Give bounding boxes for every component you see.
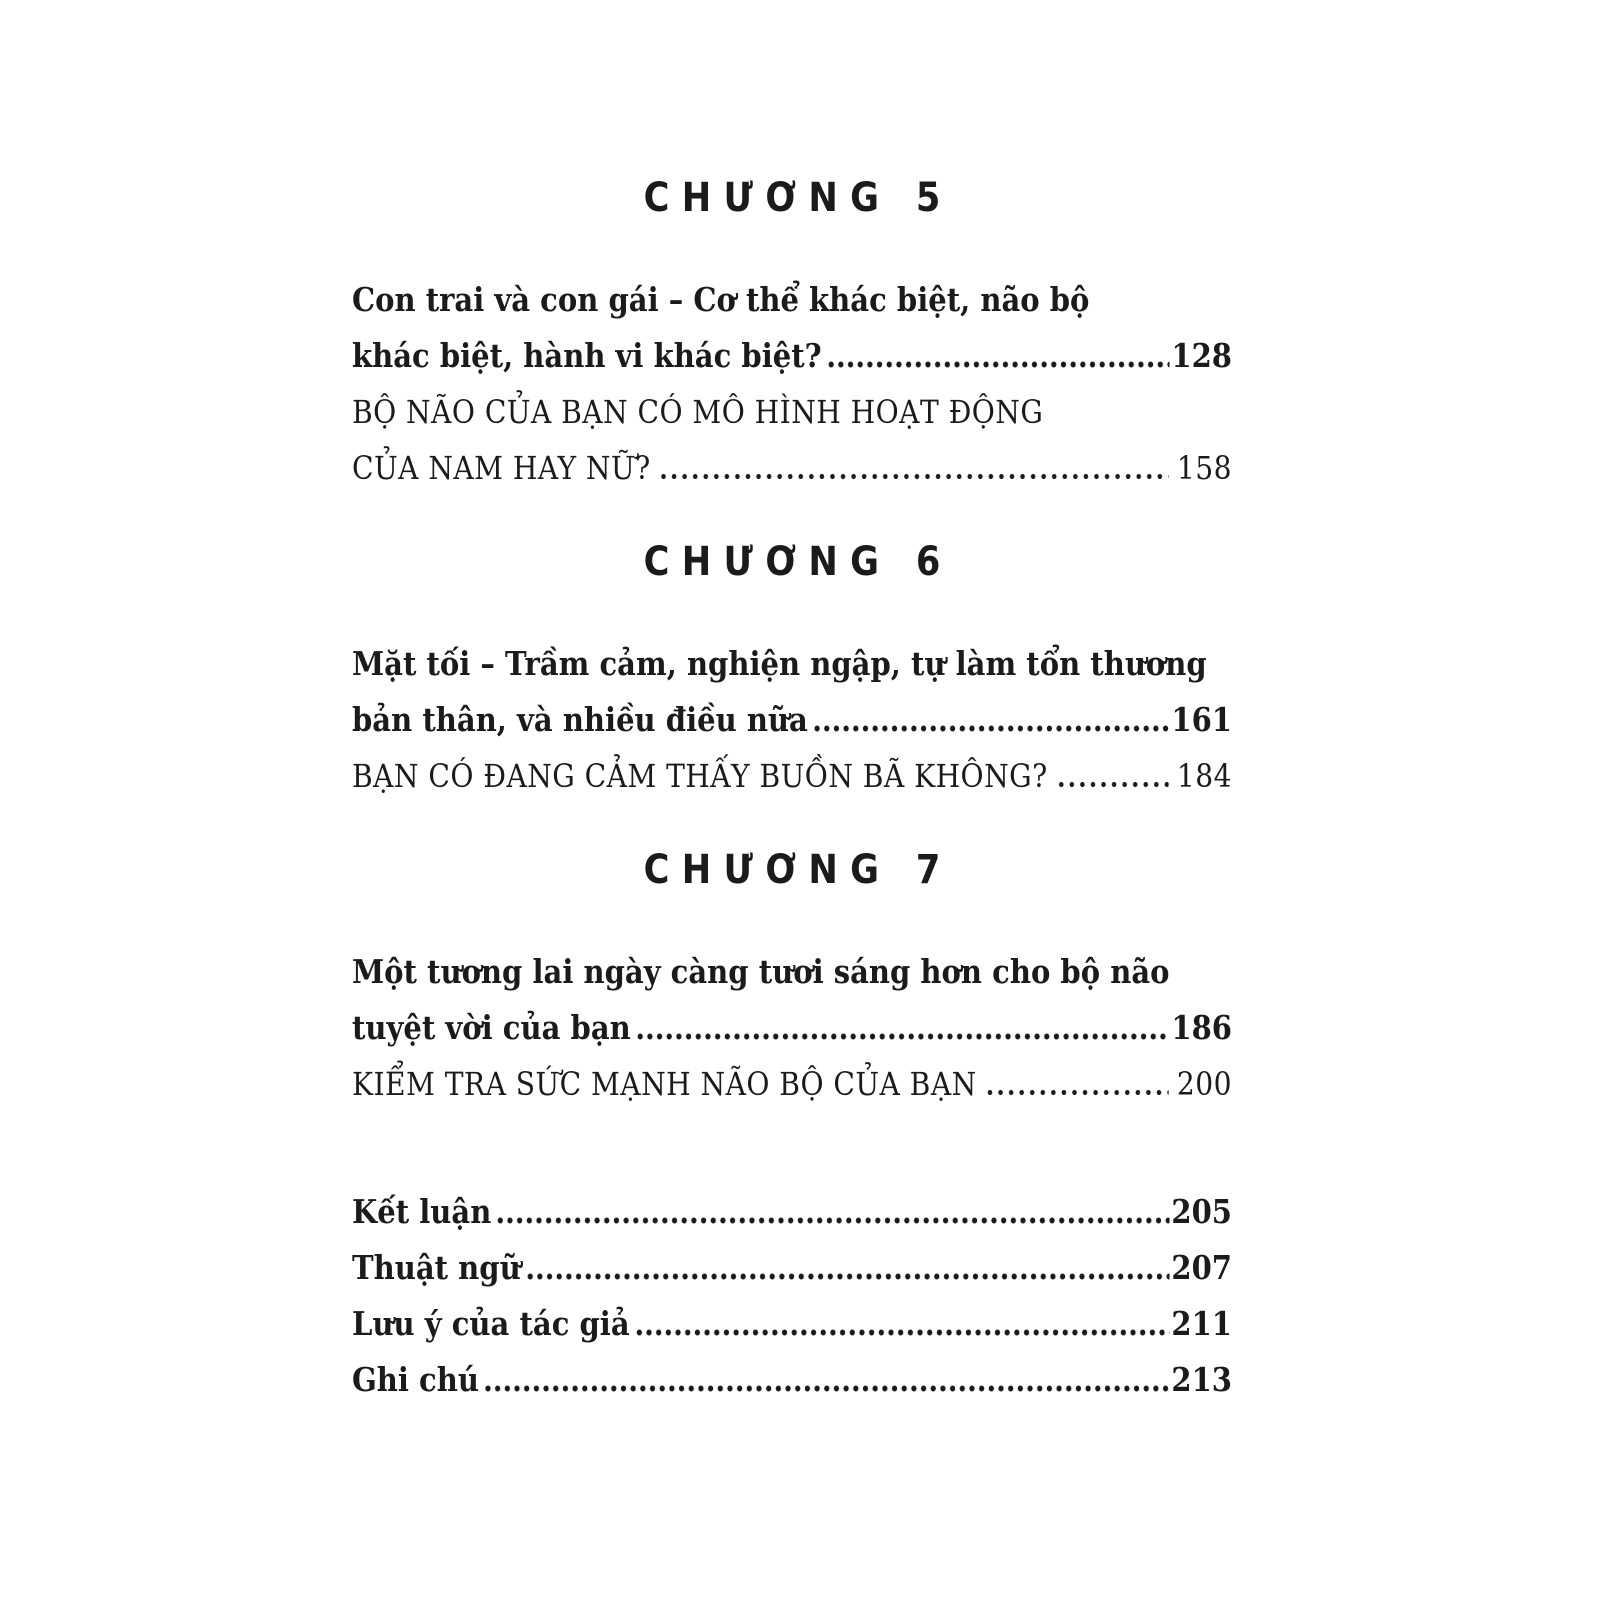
- backmatter-label: Lưu ý của tác giả: [352, 1304, 630, 1343]
- page-number: 158: [1176, 449, 1232, 487]
- page-number: 211: [1171, 1304, 1232, 1343]
- page-number: 207: [1171, 1248, 1232, 1287]
- toc-entry-text: tuyệt vời của bạn: [352, 1008, 631, 1047]
- backmatter-label: Thuật ngữ: [352, 1248, 521, 1287]
- table-of-contents: [352, 0, 1232, 1408]
- backmatter-item-ghi-chu: [352, 1352, 1232, 1408]
- toc-entry-last-line: [352, 1000, 1232, 1056]
- dot-leader: [812, 725, 1169, 732]
- toc-section-chuong-5: [352, 176, 1232, 496]
- chapter-heading-5: CHƯƠNG 5: [643, 175, 953, 221]
- page-number: 128: [1171, 336, 1232, 375]
- toc-entry-text: CỦA NAM HAY NỮ?: [352, 449, 651, 487]
- toc-entry-subsection: [352, 384, 1232, 496]
- toc-section-chuong-6: [352, 540, 1232, 804]
- toc-entry-last-line: [352, 692, 1232, 748]
- toc-entry-last-line: [352, 440, 1232, 496]
- page-number: 205: [1171, 1192, 1232, 1231]
- toc-entry-text-line: Mặt tối – Trầm cảm, nghiện ngập, tự làm tổn thương: [352, 644, 1207, 683]
- dot-leader: [985, 1089, 1169, 1096]
- page-number: 184: [1176, 757, 1232, 795]
- dot-leader: [635, 1033, 1169, 1040]
- dot-leader: [659, 473, 1169, 480]
- toc-entry-last-line: [352, 1056, 1232, 1112]
- chapter-heading-6: CHƯƠNG 6: [643, 539, 953, 585]
- dot-leader: [826, 361, 1170, 368]
- backmatter-label: Ghi chú: [352, 1360, 479, 1399]
- chapter-heading-7: CHƯƠNG 7: [643, 847, 953, 893]
- toc-entry-text: BẠN CÓ ĐANG CẢM THẤY BUỒN BÃ KHÔNG?: [352, 757, 1048, 795]
- backmatter-item-thuat-ngu: [352, 1240, 1232, 1296]
- toc-entry-text: bản thân, và nhiều điều nữa: [352, 700, 808, 739]
- toc-entry-last-line: [352, 748, 1232, 804]
- toc-entry-subsection: [352, 1056, 1232, 1112]
- dot-leader: [525, 1273, 1170, 1280]
- dot-leader: [1056, 781, 1169, 788]
- toc-entry-text: khác biệt, hành vi khác biệt?: [352, 336, 822, 375]
- backmatter-item-ket-luan: [352, 1184, 1232, 1240]
- toc-entry-text: KIỂM TRA SỨC MẠNH NÃO BỘ CỦA BẠN: [352, 1065, 977, 1103]
- toc-entry-chapter-title: [352, 636, 1232, 748]
- toc-entry-text-line: BỘ NÃO CỦA BẠN CÓ MÔ HÌNH HOẠT ĐỘNG: [352, 393, 1044, 431]
- page-number: 161: [1171, 700, 1232, 739]
- dot-leader: [483, 1385, 1169, 1392]
- toc-entry-last-line: [352, 328, 1232, 384]
- toc-entry-text-line: Một tương lai ngày càng tươi sáng hơn cho bộ não: [352, 952, 1170, 991]
- page-number: 213: [1171, 1360, 1232, 1399]
- backmatter-list: [352, 1184, 1232, 1408]
- page-number: 186: [1171, 1008, 1232, 1047]
- toc-entry-chapter-title: [352, 944, 1232, 1056]
- toc-entry-chapter-title: [352, 272, 1232, 384]
- toc-section-chuong-7: [352, 848, 1232, 1112]
- backmatter-item-luu-y-cua-tac-gia: [352, 1296, 1232, 1352]
- toc-entry-subsection: [352, 748, 1232, 804]
- page-number: 200: [1176, 1065, 1232, 1103]
- dot-leader: [496, 1217, 1170, 1224]
- dot-leader: [634, 1329, 1170, 1336]
- toc-entry-text-line: Con trai và con gái – Cơ thể khác biệt, não bộ: [352, 280, 1090, 319]
- backmatter-label: Kết luận: [352, 1192, 492, 1231]
